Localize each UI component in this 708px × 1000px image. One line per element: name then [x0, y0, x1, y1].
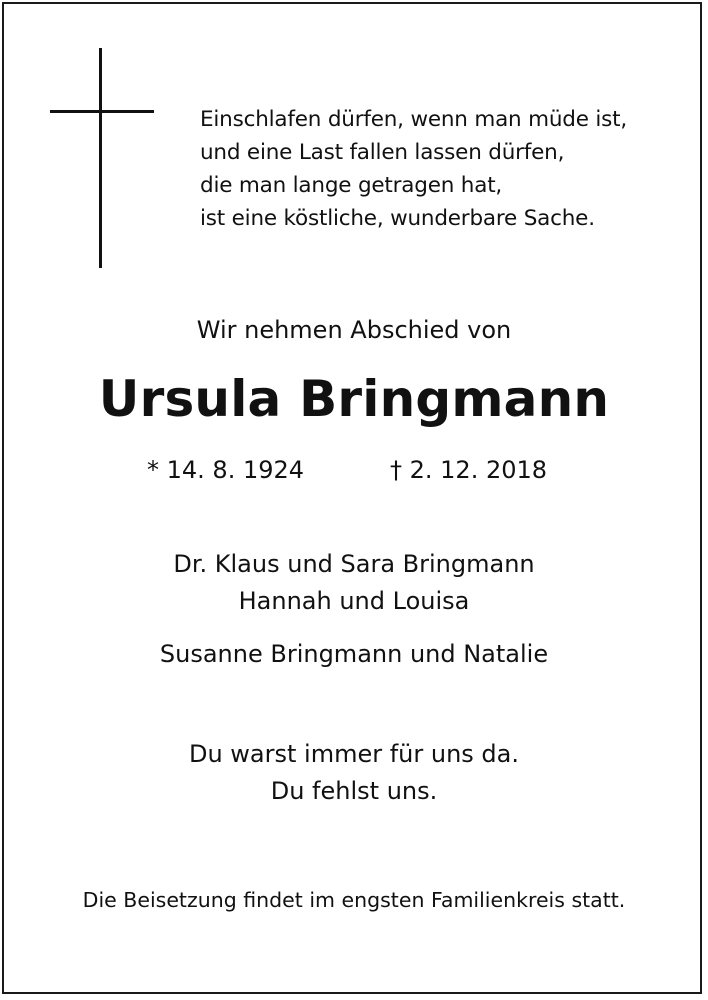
verse-line: und eine Last fallen lassen dürfen,: [200, 140, 565, 165]
verse-line: die man lange getragen hat,: [200, 173, 503, 198]
mourner-line: Hannah und Louisa: [238, 587, 470, 615]
cross-icon: [50, 48, 154, 268]
closing-line: Du fehlst uns.: [270, 777, 438, 805]
verse-line: Einschlafen dürfen, wenn man müde ist,: [200, 107, 628, 132]
farewell-intro: Wir nehmen Abschied von: [196, 316, 512, 344]
deceased-name: Ursula Bringmann: [98, 370, 610, 428]
mourner-line: Dr. Klaus und Sara Bringmann: [173, 550, 535, 578]
mourner-line: Susanne Bringmann und Natalie: [159, 640, 549, 668]
verse: [200, 103, 680, 235]
cross-horizontal-bar: [50, 110, 154, 113]
birth-date: * 14. 8. 1924: [147, 456, 305, 484]
cross-vertical-bar: [99, 48, 102, 268]
death-date: † 2. 12. 2018: [390, 456, 548, 484]
closing-line: Du warst immer für uns da.: [188, 740, 520, 768]
verse-line: ist eine köstliche, wunderbare Sache.: [200, 206, 595, 231]
funeral-note: Die Beisetzung findet im engsten Familienkreis statt.: [82, 888, 626, 912]
